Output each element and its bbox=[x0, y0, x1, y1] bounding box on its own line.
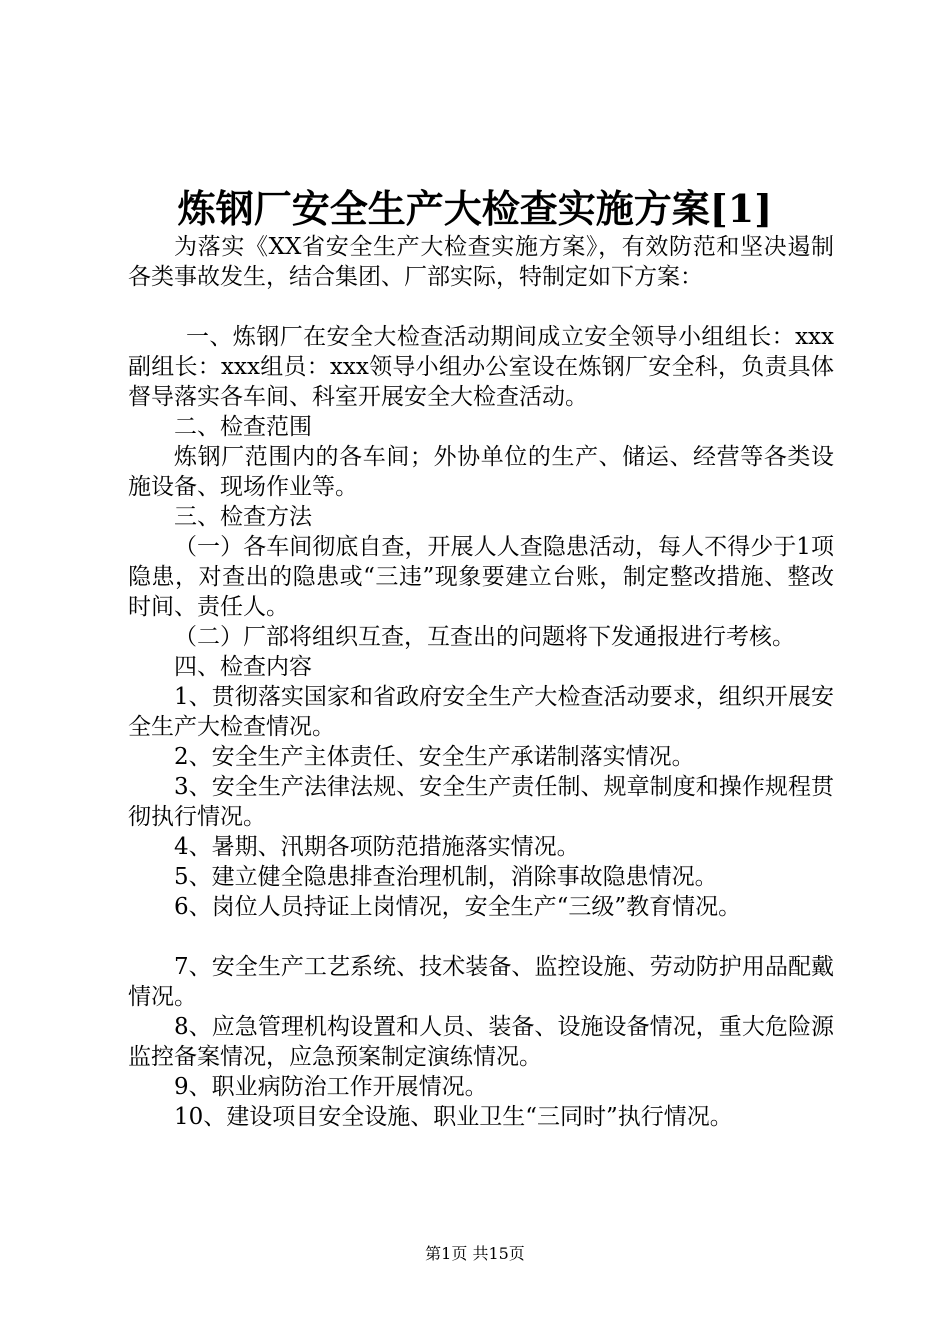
content-item-8: 8、应急管理机构设置和人员、装备、设施设备情况，重大危险源监控备案情况，应急预案制定演练情况。 bbox=[128, 1014, 834, 1070]
method-1-paragraph: （一）各车间彻底自查，开展人人查隐患活动，每人不得少于1项隐患，对查出的隐患或“三违”现象要建立台账，制定整改措施、整改时间、责任人。 bbox=[128, 534, 834, 620]
intro-paragraph: 为落实《XX省安全生产大检查实施方案》，有效防范和坚决遏制各类事故发生，结合集团、厂部实际，特制定如下方案： bbox=[128, 234, 834, 290]
content-item-9: 9、职业病防治工作开展情况。 bbox=[174, 1074, 488, 1100]
content-item-1: 1、贯彻落实国家和省政府安全生产大检查活动要求，组织开展安全生产大检查情况。 bbox=[128, 684, 834, 740]
content-item-10: 10、建设项目安全设施、职业卫生“三同时”执行情况。 bbox=[174, 1104, 733, 1130]
method-2-paragraph: （二）厂部将组织互查，互查出的问题将下发通报进行考核。 bbox=[174, 624, 795, 650]
document-title: 炼钢厂安全生产大检查实施方案[1] bbox=[177, 186, 773, 231]
content-item-5: 5、建立健全隐患排查治理机制，消除事故隐患情况。 bbox=[174, 864, 718, 890]
paragraph-gap bbox=[128, 292, 834, 322]
content-item-4: 4、暑期、汛期各项防范措施落实情况。 bbox=[174, 834, 580, 860]
section-1-paragraph: 一、炼钢厂在安全大检查活动期间成立安全领导小组组长：xxx副组长：xxx组员：xxx领导小组办公室设在炼钢厂安全科，负责具体督导落实各车间、科室开展安全大检查活动。 bbox=[128, 324, 834, 410]
section-3-heading: 三、检查方法 bbox=[174, 504, 312, 530]
section-2-paragraph: 炼钢厂范围内的各车间；外协单位的生产、储运、经营等各类设施设备、现场作业等。 bbox=[128, 444, 834, 500]
page-number-footer: 第1页 共15页 bbox=[425, 1244, 525, 1263]
content-item-3: 3、安全生产法律法规、安全生产责任制、规章制度和操作规程贯彻执行情况。 bbox=[128, 774, 834, 830]
content-item-2: 2、安全生产主体责任、安全生产承诺制落实情况。 bbox=[174, 744, 695, 770]
section-4-heading: 四、检查内容 bbox=[174, 654, 312, 680]
section-2-heading: 二、检查范围 bbox=[174, 414, 312, 440]
document-body bbox=[128, 232, 834, 1132]
content-item-6: 6、岗位人员持证上岗情况，安全生产“三级”教育情况。 bbox=[174, 894, 742, 920]
content-item-7: 7、安全生产工艺系统、技术装备、监控设施、劳动防护用品配戴情况。 bbox=[128, 954, 834, 1010]
paragraph-gap bbox=[128, 922, 834, 952]
